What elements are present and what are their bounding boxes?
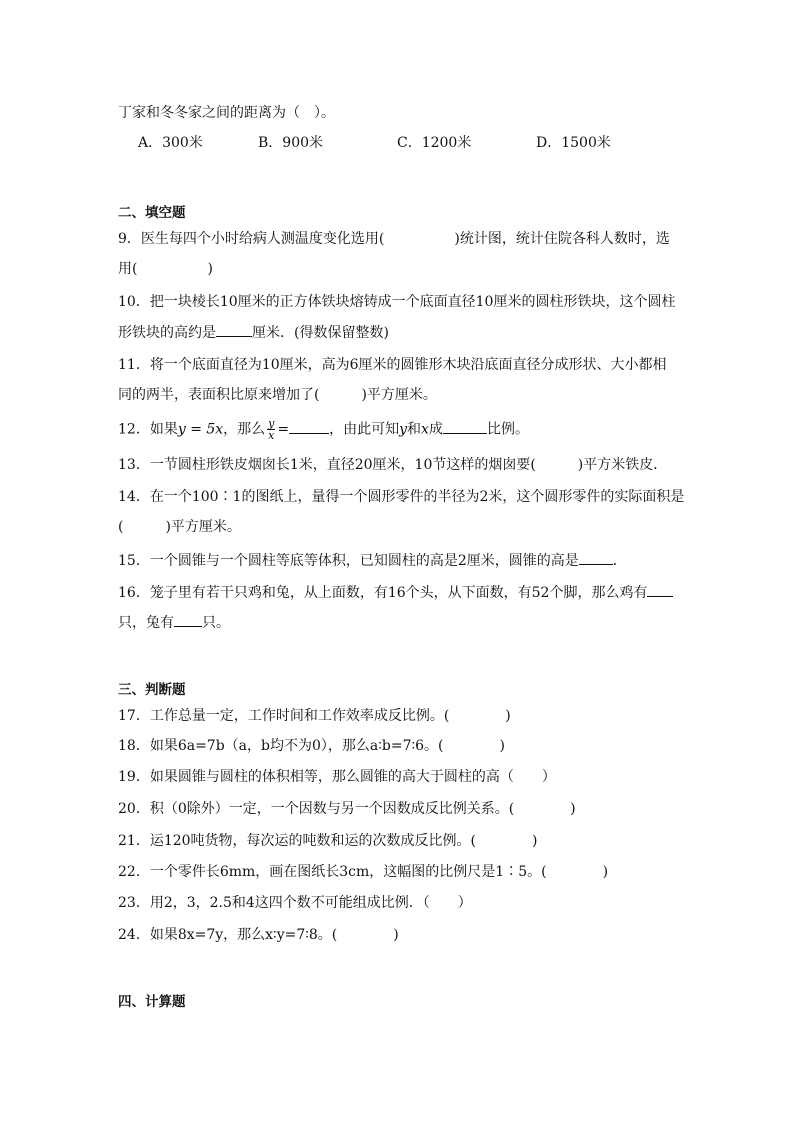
- q8-option-a: A．300米: [138, 135, 203, 151]
- q12-text-a: 12．如果: [118, 421, 178, 438]
- q16-blank-2[interactable]: [174, 612, 202, 627]
- q11-line-2: 同的两半，表面积比原来增加了( )平方厘米。: [118, 387, 437, 403]
- q15-text-a: 15．一个圆锥与一个圆柱等底等体积，已知圆柱的高是2厘米，圆锥的高是: [118, 553, 579, 569]
- q20-line: 20．积（0除外）一定，一个因数与另一个因数成反比例关系。( ): [118, 801, 576, 817]
- q23-line: 23．用2，3，2.5和4这四个数不可能组成比例．（ ）: [118, 895, 472, 911]
- q16-text-a: 16．笼子里有若干只鸡和兔，从上面数，有16个头，从下面数，有52个脚，那么鸡有: [118, 585, 648, 601]
- q12-blank-1[interactable]: [289, 419, 329, 434]
- q13-line: 13．一节圆柱形铁皮烟囱长1米，直径20厘米，10节这样的烟囱要( )平方米铁皮．: [118, 457, 668, 473]
- q14-line-1: 14．在一个100∶1的图纸上，量得一个圆形零件的半径为2米，这个圆形零件的实际面积是: [118, 489, 685, 505]
- q12-text-g: 比例。: [486, 421, 529, 438]
- q12-var-y: y: [399, 421, 408, 438]
- q12-blank-2[interactable]: [443, 419, 487, 434]
- q21-line: 21．运120吨货物，每次运的吨数和运的次数成反比例。( ): [118, 833, 538, 849]
- q22-line: 22．一个零件长6mm，画在图纸长3cm，这幅图的比例尺是1∶5。( ): [118, 864, 609, 880]
- q10-text-a: 形铁块的高约是: [118, 325, 216, 341]
- q9-line-1: 9．医生每四个小时给病人测温度变化选用( )统计图，统计住院各科人数时，选: [118, 231, 670, 247]
- section-2-title: 二、填空题: [118, 205, 186, 221]
- q15-answer-blank[interactable]: [579, 550, 613, 565]
- q8-option-d: D．1500米: [536, 135, 611, 151]
- q11-line-1: 11．将一个底面直径为10厘米，高为6厘米的圆锥形木块沿底面直径分成形状、大小都相: [118, 357, 667, 373]
- q16-text-c: 只。: [202, 615, 230, 631]
- q10-line-1: 10．把一块棱长10厘米的正方体铁块熔铸成一个底面直径10厘米的圆柱形铁块，这个圆柱: [118, 294, 676, 310]
- q12-text-e: 和: [407, 421, 422, 438]
- q12-equals: =: [277, 421, 290, 438]
- q15-text-b: ．: [612, 553, 627, 569]
- q12-fraction-numerator: y: [268, 417, 275, 430]
- q12-equation: y = 5x: [177, 421, 224, 438]
- section-4-title: 四、计算题: [118, 994, 186, 1010]
- q18-line: 18．如果6a=7b（a，b均不为0），那么a∶b=7∶6。( ): [118, 738, 505, 754]
- q15-line: [118, 550, 627, 571]
- q19-line: 19．如果圆锥与圆柱的体积相等，那么圆锥的高大于圆柱的高（ ）: [118, 769, 556, 785]
- q16-line-2: [118, 612, 230, 633]
- q12-line: [118, 418, 529, 441]
- q8-option-c: C．1200米: [397, 135, 472, 151]
- q12-fraction-denominator: x: [268, 429, 275, 442]
- q12-fraction: [267, 418, 275, 441]
- q10-text-b: 厘米．(得数保留整数): [252, 325, 389, 341]
- q12-text-f: 成: [428, 421, 443, 438]
- q8-stem: 丁家和冬冬家之间的距离为（ ）。: [118, 105, 335, 121]
- section-3-title: 三、判断题: [118, 682, 186, 698]
- q12-text-d: ，由此可知: [329, 421, 400, 438]
- q16-blank-1[interactable]: [647, 582, 673, 597]
- q8-option-b: B．900米: [258, 135, 324, 151]
- q16-text-b: 只，兔有: [118, 615, 174, 631]
- q10-answer-blank[interactable]: [216, 322, 252, 337]
- q17-line: 17．工作总量一定，工作时间和工作效率成反比例。( ): [118, 708, 511, 724]
- q16-line-1: [118, 582, 673, 603]
- q10-line-2: [118, 322, 389, 343]
- q14-line-2: ( )平方厘米。: [118, 519, 241, 535]
- q12-var-x: x: [421, 421, 429, 438]
- q9-line-2: 用( ): [118, 261, 213, 277]
- q24-line: 24．如果8x=7y，那么x∶y=7∶8。( ): [118, 927, 399, 943]
- q12-text-b: ，那么: [223, 421, 266, 438]
